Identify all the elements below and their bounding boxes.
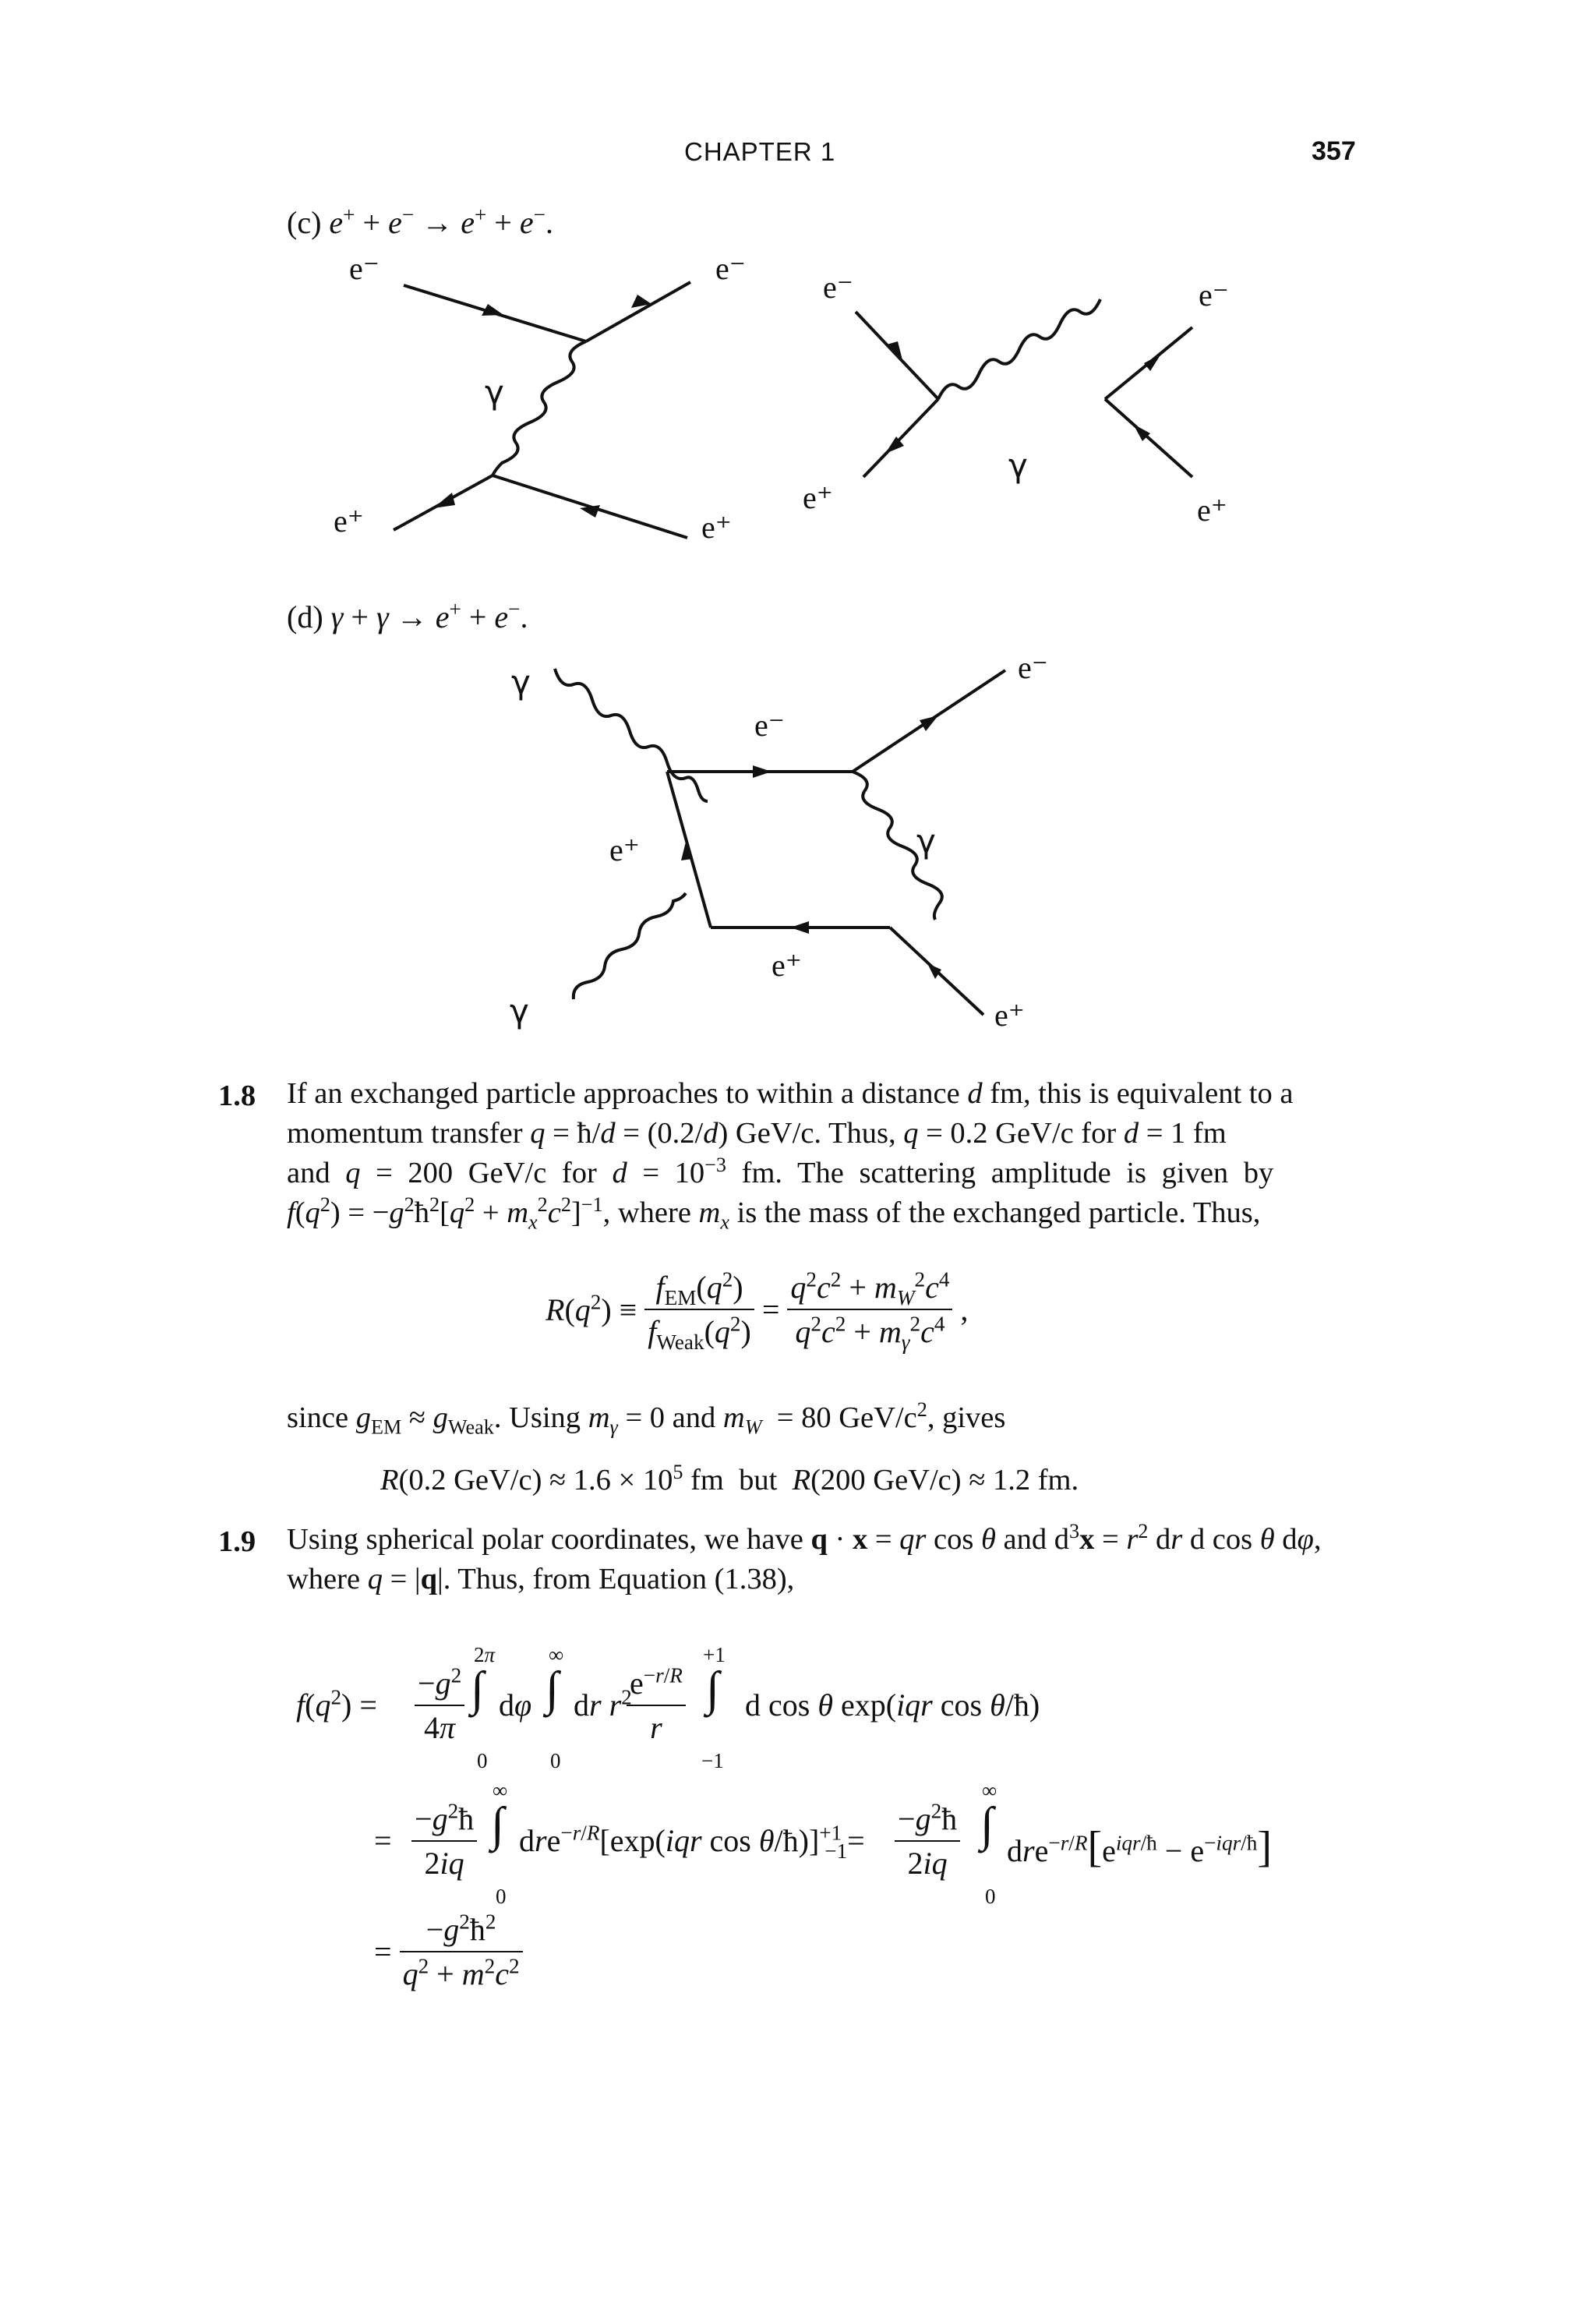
d-photon-in-bottom [574,893,686,999]
d-label-gamma-right: γ [916,822,936,860]
d-label-e-minus-out: e⁻ [1018,650,1048,685]
diagram-c-caption: (c) e+ + e− → e+ + e−. [287,203,553,240]
c1-label-e-minus-in: e⁻ [349,251,380,286]
c1-photon-propagator [493,341,586,475]
c2-arrow-3 [1144,354,1161,371]
p19-line-2: where q = |q|. Thus, from Equation (1.38), [287,1563,795,1595]
c1-arrow-3 [433,493,455,508]
page-number: 357 [1312,136,1356,166]
c1-arrow-4 [580,505,600,518]
c2-arrow-1 [887,341,902,360]
p18-line-4: $f(q^2)$ = $-g^2ħ^2[q^2 + m_x^2c^2]^{-1}$, where $m_x$ is the mass of the exchanged particle. Thus, [287,1193,1261,1234]
c1-arrow-1 [482,304,503,316]
p18-line-6: R(0.2 $GeV/c) \approx 1.6 \times 10^5$ fm but R(200 GeV/c) ≈ 1.2 fm. [380,1461,1079,1496]
c2-fermion-in-electron [856,312,938,399]
p18-line-3: and q = 200 GeV/c for $d = 10^{-3}$ fm. The scattering amplitude is given by [287,1154,1274,1189]
c2-label-gamma: γ [1008,447,1028,485]
c1-label-e-plus-out: e⁺ [701,510,732,545]
d-photon-in-top [555,669,708,801]
diagram-d-caption: (d) γ + γ → e+ + e−. [287,597,528,634]
p18-line-2: momentum transfer q = ħ/d = (0.2/d) GeV/c. Thus, q = 0.2 GeV/c for d = 1 fm [287,1117,1227,1150]
c2-fermion-in-positron [1105,399,1192,477]
d-arrow-out-electron [920,716,938,731]
c1-label-gamma: γ [485,373,504,412]
d-label-gamma-top: γ [511,663,531,701]
c2-label-e-plus-out: e⁺ [1197,493,1227,528]
chapter-header: CHAPTER 1 [684,137,836,166]
p18-line-5: since $g_{EM} \approx g_{Weak}$. Using $m_\gamma = 0$ and $m_W = 80$ GeV/$c^2$, gives [287,1398,1006,1439]
d-label-e-plus-out: e⁺ [994,998,1025,1033]
problem-1-8-number: 1.8 [218,1079,256,1112]
c1-label-e-plus-in: e⁺ [334,504,364,539]
d-label-e-plus-prop-left: e⁺ [609,832,640,867]
problem-1-8-text [287,1074,1293,1233]
problem-1-9-text [287,1520,1321,1599]
d-label-e-minus-prop: e⁻ [754,708,785,743]
p18-line-1: If an exchanged particle approaches to within a distance d fm, this is equivalent to a [287,1077,1294,1110]
equation-R-ratio: $R(q^2)$ ≡ $\frac{f_{EM}(q^2)}{f_{Weak}(q^2)}$ = $\frac{q^2c^2 + m_W^2c^4}{q^2c^2 + m_\gamma^2c^4}$ , [546,1267,969,1354]
d-arrow-out-positron [927,963,941,979]
c2-fermion-out-positron [863,399,938,477]
d-arrow-top [753,765,772,778]
c2-label-e-plus-in: e⁺ [803,480,833,515]
p19-line-1: Using spherical polar coordinates, we have q · x = qr cos θ and $d^3x = r^2$ dr d cos θ dφ, [287,1520,1322,1556]
c2-label-e-minus-out: e⁻ [1199,277,1229,313]
c2-photon-propagator [938,299,1100,399]
problem-1-9-number: 1.9 [218,1525,256,1558]
equation-1-9-line-3: = $\frac{-g^2ħ^2}{q^2 + m^2c^2}$ [374,1911,523,1992]
c1-fermion-out-electron [586,282,690,341]
d-label-gamma-bottom: γ [510,992,529,1030]
d-label-e-plus-prop-bottom: e⁺ [772,948,802,983]
c1-label-e-minus-out: e⁻ [715,251,746,286]
d-arrow-bottom [790,921,809,934]
c2-label-e-minus-in: e⁻ [823,270,853,305]
